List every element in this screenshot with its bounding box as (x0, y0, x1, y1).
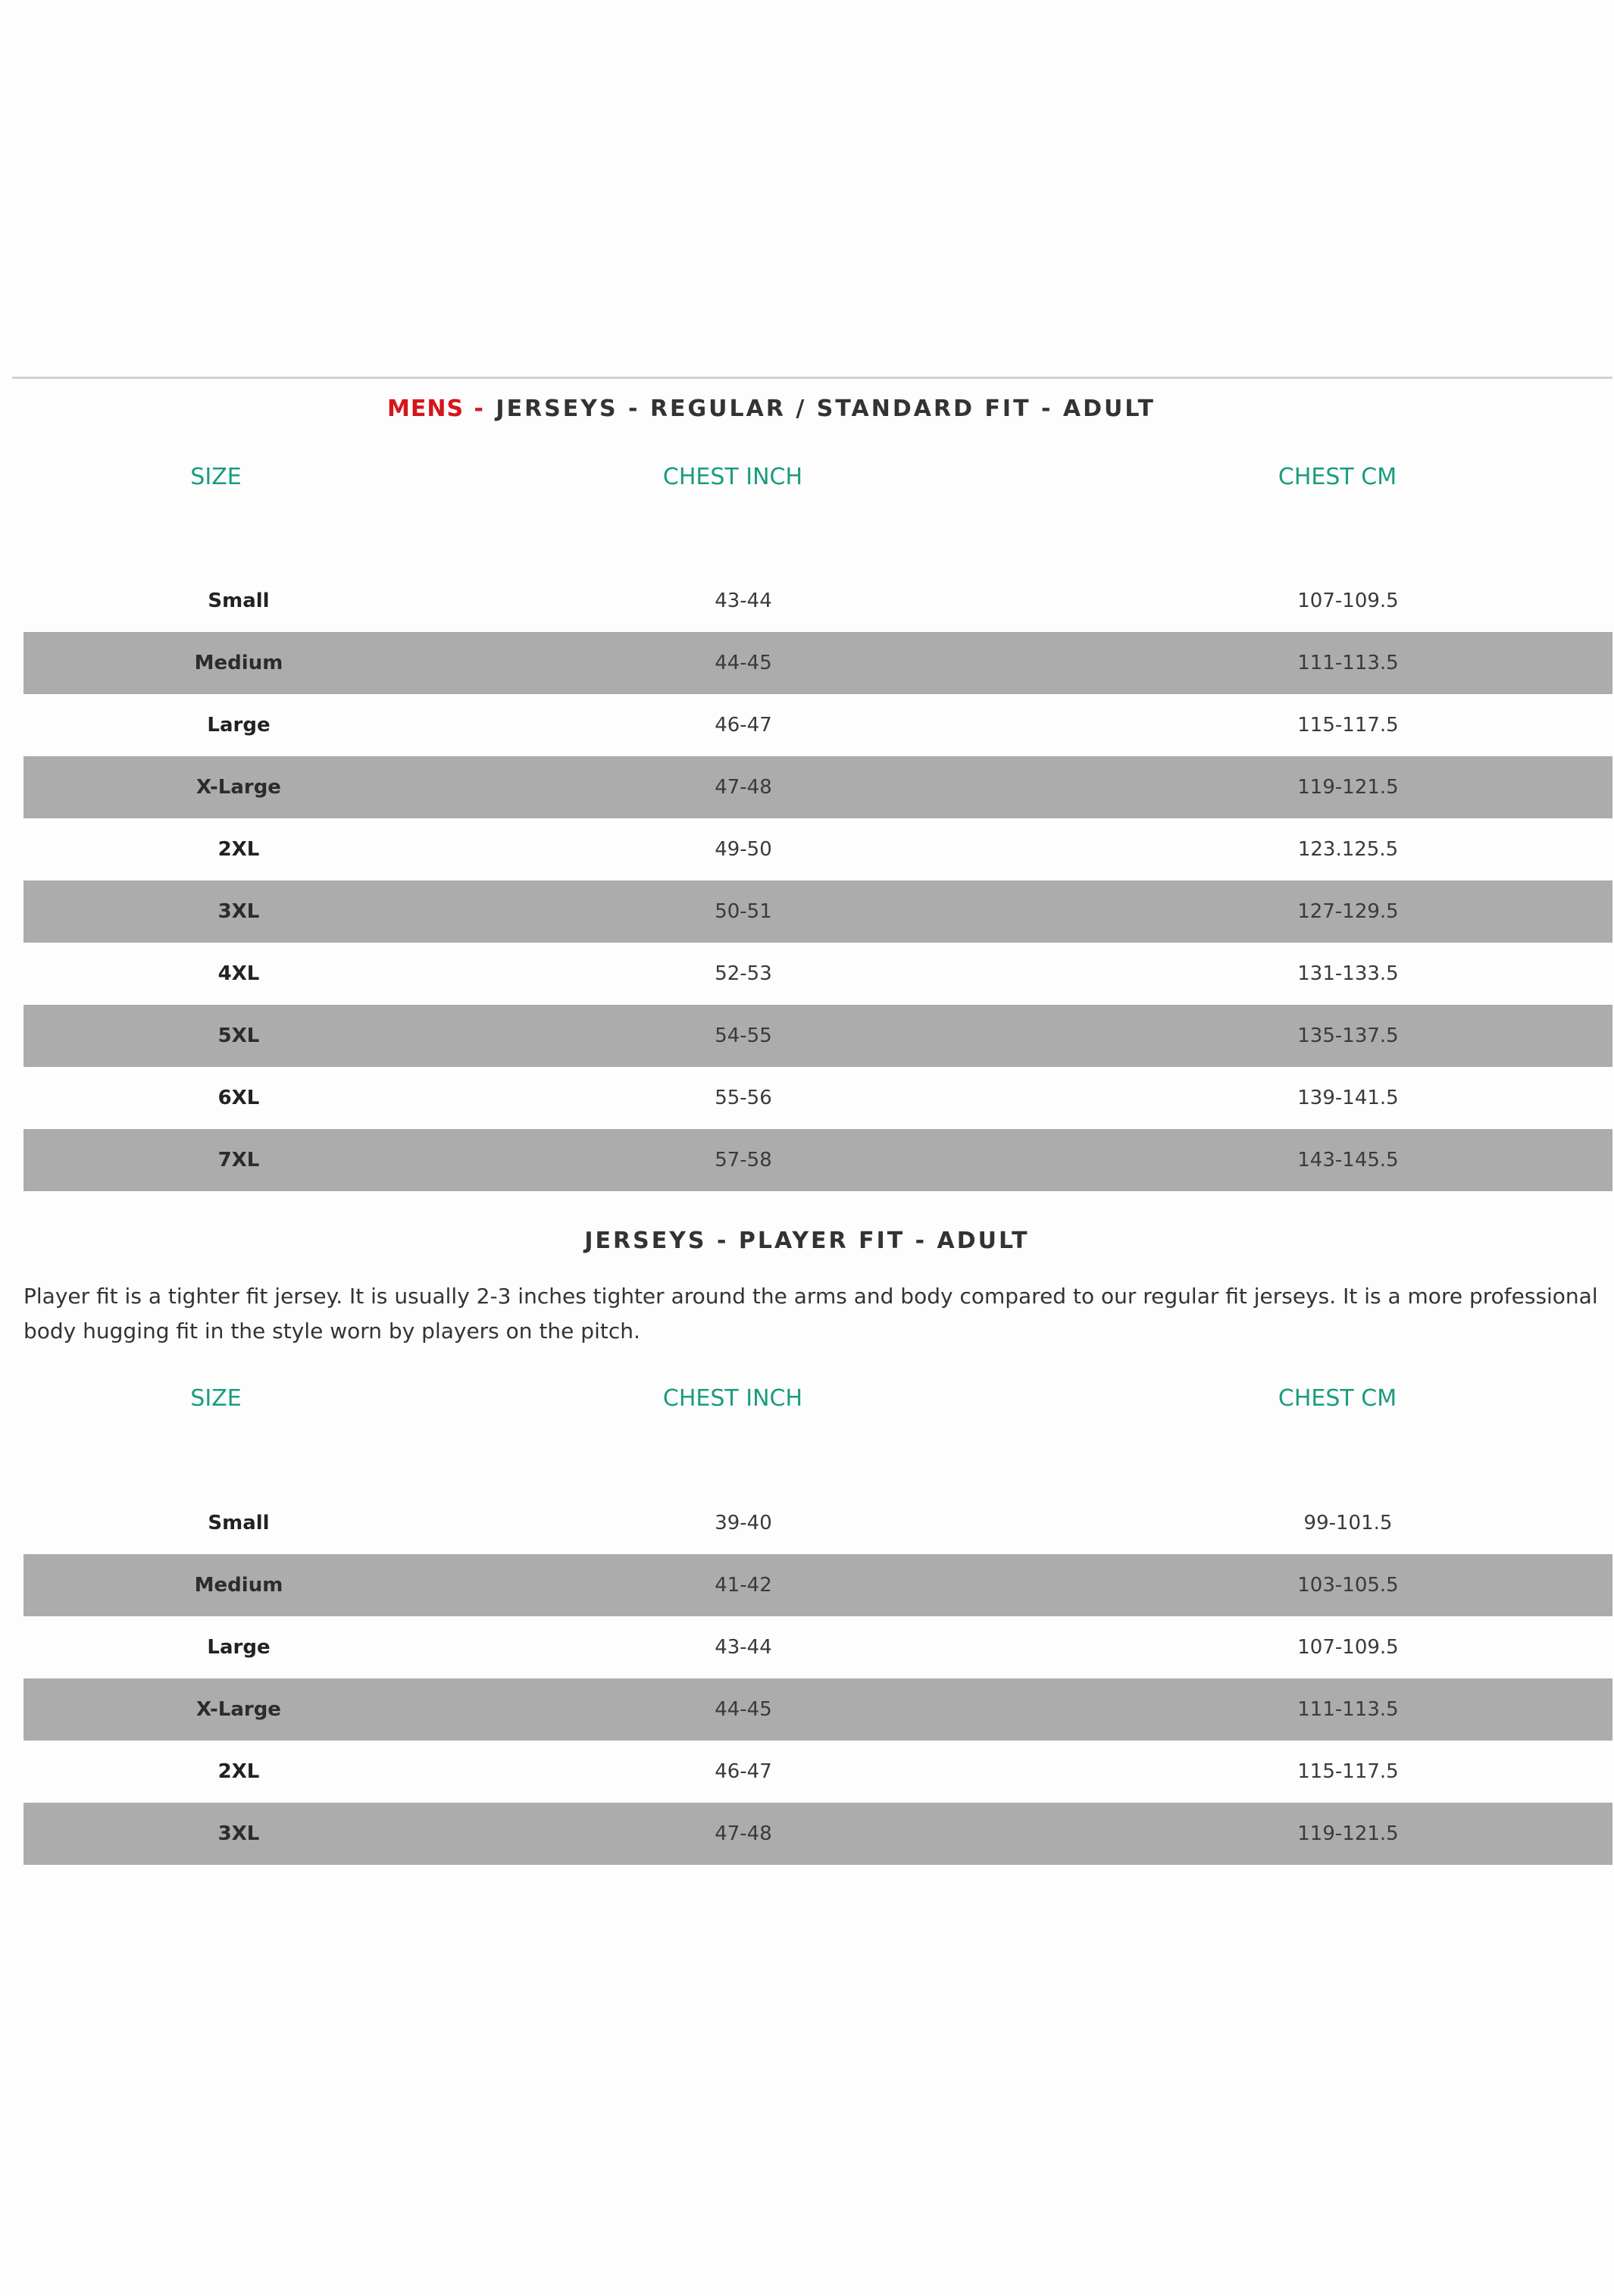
chest-cm-cell: 107-109.5 (1297, 1636, 1399, 1659)
chest-inch-cell: 57-58 (715, 1149, 772, 1171)
size-cell: Small (208, 590, 270, 612)
player-fit-description: Player fit is a tighter fit jersey. It is usually 2-3 inches tighter around the arms and body compared to our regular fit jerseys. It is a more professional body hugging fit in the style worn by players on the pitch. (23, 1284, 1598, 1344)
chest-inch-cell: 47-48 (715, 776, 772, 799)
chest-inch-cell: 43-44 (715, 590, 772, 612)
chest-cm-cell: 135-137.5 (1297, 1024, 1399, 1047)
size-cell: Medium (194, 652, 283, 674)
chest-inch-cell: 46-47 (715, 714, 772, 737)
table-row (23, 632, 1612, 694)
size-cell: 2XL (217, 1760, 260, 1783)
chest-cm-cell: 119-121.5 (1297, 1822, 1399, 1845)
table-row (23, 1492, 1612, 1554)
chest-inch-cell: 50-51 (715, 900, 772, 923)
chest-cm-cell: 139-141.5 (1297, 1087, 1399, 1109)
regular-fit-title-text: JERSEYS - REGULAR / STANDARD FIT - ADULT (496, 396, 1156, 422)
size-cell: Medium (194, 1574, 283, 1597)
player-header-chest-cm: CHEST CM (1278, 1385, 1397, 1412)
chest-cm-cell: 115-117.5 (1297, 1760, 1399, 1783)
table-row (23, 1129, 1612, 1191)
chest-inch-cell: 43-44 (715, 1636, 772, 1659)
chest-inch-cell: 55-56 (715, 1087, 772, 1109)
size-cell: X-Large (196, 776, 281, 799)
regular-size-table (23, 570, 1612, 1191)
chest-cm-cell: 131-133.5 (1297, 962, 1399, 985)
size-cell: Small (208, 1512, 270, 1534)
chest-inch-cell: 49-50 (715, 838, 772, 861)
chest-cm-cell: 123.125.5 (1297, 838, 1399, 861)
mens-dash: - (474, 396, 486, 422)
chest-inch-cell: 52-53 (715, 962, 772, 985)
player-fit-title: JERSEYS - PLAYER FIT - ADULT (584, 1228, 1030, 1254)
table-row (23, 1005, 1612, 1067)
size-cell: 4XL (217, 962, 260, 985)
chest-cm-cell: 99-101.5 (1303, 1512, 1393, 1534)
chest-cm-cell: 111-113.5 (1297, 1698, 1399, 1721)
chest-cm-cell: 111-113.5 (1297, 652, 1399, 674)
chest-cm-cell: 107-109.5 (1297, 590, 1399, 612)
chest-cm-cell: 143-145.5 (1297, 1149, 1399, 1171)
chest-inch-cell: 44-45 (715, 1698, 772, 1721)
table-row (23, 1554, 1612, 1616)
player-size-table (23, 1492, 1612, 1865)
size-cell: X-Large (196, 1698, 281, 1721)
table-row (23, 1616, 1612, 1678)
chest-inch-cell: 54-55 (715, 1024, 772, 1047)
table-row (23, 1741, 1612, 1803)
table-row (23, 881, 1612, 943)
table-row (23, 943, 1612, 1005)
chest-inch-cell: 46-47 (715, 1760, 772, 1783)
mens-label: MENS (387, 396, 464, 422)
player-header-chest-inch: CHEST INCH (662, 1385, 803, 1412)
table-row (23, 1803, 1612, 1865)
chest-cm-cell: 115-117.5 (1297, 714, 1399, 737)
size-cell: Large (207, 714, 271, 737)
table-row (23, 694, 1612, 756)
chest-inch-cell: 41-42 (715, 1574, 772, 1597)
size-cell: Large (207, 1636, 271, 1659)
table-row (23, 1067, 1612, 1129)
player-header-size: SIZE (190, 1385, 242, 1412)
size-cell: 6XL (217, 1087, 260, 1109)
chest-inch-cell: 44-45 (715, 652, 772, 674)
size-cell: 3XL (217, 1822, 260, 1845)
chest-cm-cell: 103-105.5 (1297, 1574, 1399, 1597)
chest-cm-cell: 119-121.5 (1297, 776, 1399, 799)
size-cell: 5XL (217, 1024, 260, 1047)
table-row (23, 756, 1612, 818)
size-cell: 3XL (217, 900, 260, 923)
chest-cm-cell: 127-129.5 (1297, 900, 1399, 923)
chest-inch-cell: 47-48 (715, 1822, 772, 1845)
size-cell: 2XL (217, 838, 260, 861)
chest-inch-cell: 39-40 (715, 1512, 772, 1534)
table-row (23, 1678, 1612, 1741)
regular-header-chest-inch: CHEST INCH (662, 464, 803, 490)
table-row (23, 570, 1612, 632)
regular-header-chest-cm: CHEST CM (1278, 464, 1397, 490)
table-row (23, 818, 1612, 881)
regular-header-size: SIZE (190, 464, 242, 490)
top-divider (12, 377, 1612, 379)
regular-fit-title (0, 394, 1543, 424)
size-cell: 7XL (217, 1149, 260, 1171)
